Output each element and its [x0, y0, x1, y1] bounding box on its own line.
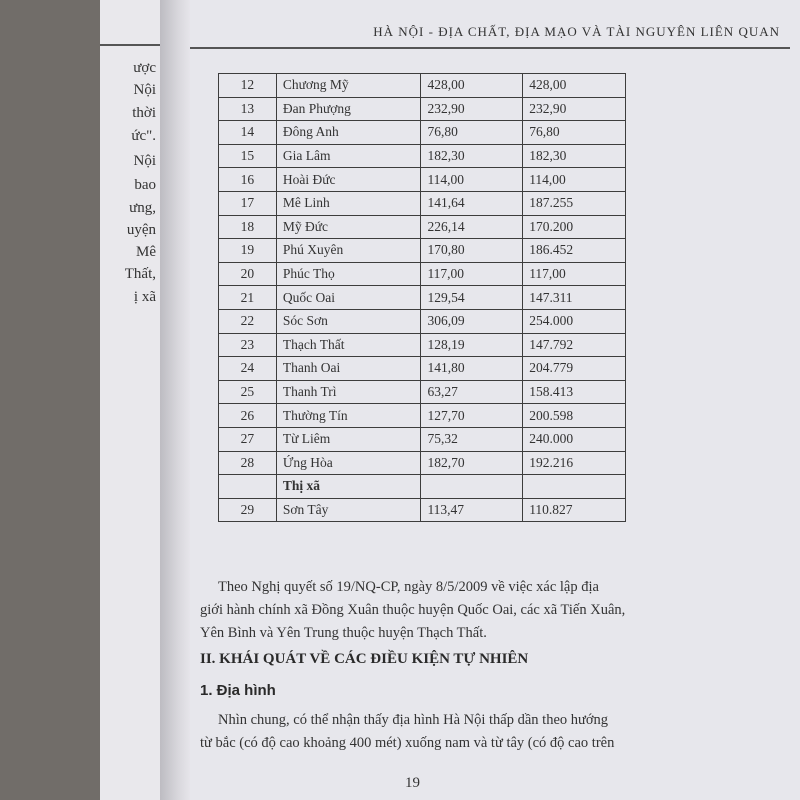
area-value: 113,47	[421, 498, 523, 522]
table-row	[219, 451, 626, 475]
area-value: 428,00	[421, 74, 523, 98]
row-number: 16	[219, 168, 277, 192]
population-value: 110.827	[523, 498, 626, 522]
left-page-fragment: Nội	[133, 82, 156, 98]
row-number: 17	[219, 191, 277, 215]
district-name: Quốc Oai	[276, 286, 421, 310]
population-value: 170.200	[523, 215, 626, 239]
left-page-fragment: thời	[132, 105, 156, 121]
area-value: 306,09	[421, 309, 523, 333]
left-page-fragment: ị xã	[133, 289, 156, 305]
group-label: Thị xã	[276, 475, 421, 499]
area-value: 141,64	[421, 191, 523, 215]
section-heading: II. KHÁI QUÁT VỀ CÁC ĐIỀU KIỆN TỰ NHIÊN	[200, 651, 529, 667]
area-value: 128,19	[421, 333, 523, 357]
table-row	[219, 262, 626, 286]
left-page-fragment: uyện	[126, 222, 156, 238]
table-row	[219, 427, 626, 451]
district-name: Ứng Hòa	[276, 451, 421, 475]
population-value: 187.255	[523, 191, 626, 215]
population-value: 428,00	[523, 74, 626, 98]
table-row	[219, 498, 626, 522]
left-page-fragment: Thất,	[124, 266, 156, 282]
row-number: 19	[219, 239, 277, 263]
area-value: 182,30	[421, 144, 523, 168]
empty-cell	[523, 475, 626, 499]
district-name: Mỹ Đức	[276, 215, 421, 239]
running-header: HÀ NỘI - ĐỊA CHẤT, ĐỊA MẠO VÀ TÀI NGUYÊN LIÊN QUAN	[373, 24, 780, 39]
table-row	[219, 121, 626, 145]
area-value: 117,00	[421, 262, 523, 286]
district-name: Thường Tín	[276, 404, 421, 428]
table-row	[219, 97, 626, 121]
text-line: Yên Bình và Yên Trung thuộc huyện Thạch Thất.	[200, 625, 487, 641]
population-value: 114,00	[523, 168, 626, 192]
header-rule	[190, 47, 790, 49]
row-number: 21	[219, 286, 277, 310]
district-name: Mê Linh	[276, 191, 421, 215]
book-gutter	[160, 0, 190, 800]
row-number: 20	[219, 262, 277, 286]
district-name: Phú Xuyên	[276, 239, 421, 263]
paragraph-terrain	[200, 709, 648, 755]
row-number: 15	[219, 144, 277, 168]
area-value: 75,32	[421, 427, 523, 451]
row-number: 13	[219, 97, 277, 121]
area-value: 182,70	[421, 451, 523, 475]
left-page-fragment: bao	[134, 177, 156, 193]
row-number: 26	[219, 404, 277, 428]
population-value: 232,90	[523, 97, 626, 121]
table-row	[219, 404, 626, 428]
population-value: 200.598	[523, 404, 626, 428]
row-number: 25	[219, 380, 277, 404]
area-value: 63,27	[421, 380, 523, 404]
table-row	[219, 168, 626, 192]
area-value: 76,80	[421, 121, 523, 145]
area-value: 129,54	[421, 286, 523, 310]
area-value: 170,80	[421, 239, 523, 263]
paragraph-resolution	[200, 576, 648, 645]
left-page-fragment: ưng,	[129, 200, 156, 216]
population-value: 254.000	[523, 309, 626, 333]
population-value: 192.216	[523, 451, 626, 475]
left-page-fragment: Nội	[133, 153, 156, 169]
district-name: Từ Liêm	[276, 427, 421, 451]
district-name: Hoài Đức	[276, 168, 421, 192]
row-number: 27	[219, 427, 277, 451]
row-number: 14	[219, 121, 277, 145]
table-row	[219, 74, 626, 98]
population-value: 204.779	[523, 357, 626, 381]
population-value: 158.413	[523, 380, 626, 404]
table-row	[219, 215, 626, 239]
district-name: Sơn Tây	[276, 498, 421, 522]
left-page-fragment: Mê	[136, 244, 156, 260]
area-value: 232,90	[421, 97, 523, 121]
district-name: Sóc Sơn	[276, 309, 421, 333]
district-name: Thanh Oai	[276, 357, 421, 381]
table-group-row	[219, 475, 626, 499]
district-name: Thanh Trì	[276, 380, 421, 404]
row-number: 29	[219, 498, 277, 522]
table-row	[219, 144, 626, 168]
table-row	[219, 239, 626, 263]
page-number: 19	[405, 775, 420, 791]
table-row	[219, 333, 626, 357]
row-number: 22	[219, 309, 277, 333]
left-page-fragment: ược	[133, 60, 156, 76]
text-line: từ bắc (có độ cao khoảng 400 mét) xuống nam và từ tây (có độ cao trên	[200, 735, 615, 751]
table-row	[219, 357, 626, 381]
table-row	[219, 286, 626, 310]
row-number: 18	[219, 215, 277, 239]
population-value: 186.452	[523, 239, 626, 263]
text-line: Theo Nghị quyết số 19/NQ-CP, ngày 8/5/2009 về việc xác lập địa	[218, 579, 599, 595]
district-area-table	[218, 73, 626, 522]
empty-cell	[421, 475, 523, 499]
population-value: 182,30	[523, 144, 626, 168]
district-name: Đông Anh	[276, 121, 421, 145]
district-name: Đan Phượng	[276, 97, 421, 121]
table-row	[219, 380, 626, 404]
area-value: 127,70	[421, 404, 523, 428]
area-value: 114,00	[421, 168, 523, 192]
row-number: 12	[219, 74, 277, 98]
subsection-heading: 1. Địa hình	[200, 682, 276, 699]
district-name: Chương Mỹ	[276, 74, 421, 98]
empty-cell	[219, 475, 277, 499]
population-value: 147.792	[523, 333, 626, 357]
district-name: Thạch Thất	[276, 333, 421, 357]
population-value: 76,80	[523, 121, 626, 145]
area-value: 226,14	[421, 215, 523, 239]
left-page-fragment: ức".	[131, 128, 156, 144]
row-number: 28	[219, 451, 277, 475]
table-row	[219, 191, 626, 215]
population-value: 147.311	[523, 286, 626, 310]
text-line: Nhìn chung, có thể nhận thấy địa hình Hà Nội thấp dần theo hướng	[218, 712, 609, 728]
district-name: Gia Lâm	[276, 144, 421, 168]
district-name: Phúc Thọ	[276, 262, 421, 286]
table-row	[219, 309, 626, 333]
population-value: 117,00	[523, 262, 626, 286]
left-page-header-rule	[100, 44, 162, 46]
area-value: 141,80	[421, 357, 523, 381]
row-number: 24	[219, 357, 277, 381]
row-number: 23	[219, 333, 277, 357]
population-value: 240.000	[523, 427, 626, 451]
text-line: giới hành chính xã Đồng Xuân thuộc huyện Quốc Oai, các xã Tiến Xuân,	[200, 602, 626, 618]
